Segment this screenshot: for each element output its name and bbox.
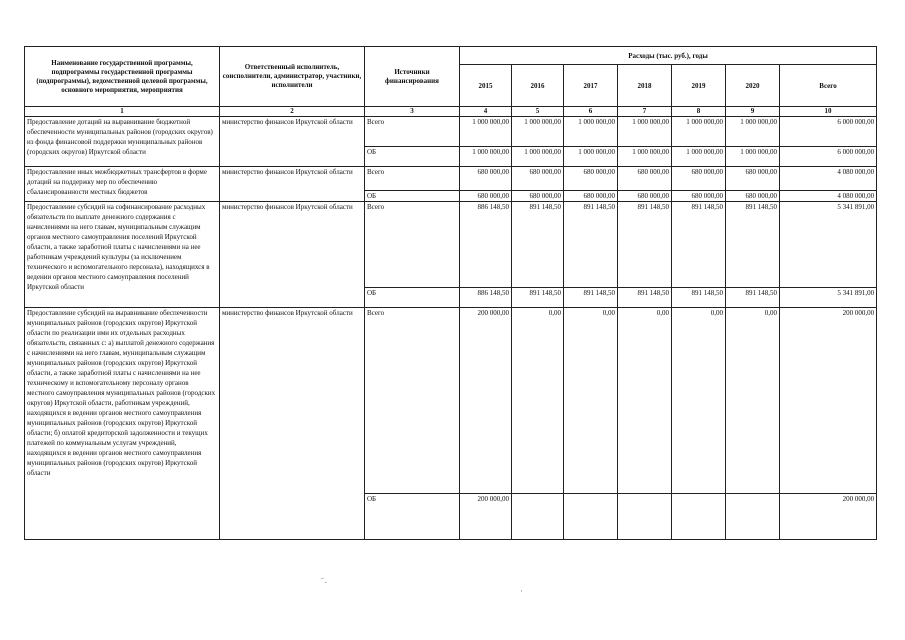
column-index: 1: [25, 107, 220, 117]
header-program-name: Наименование государственной программы, подпрограммы государственной программы (подпрограммы), ведомственной целевой программы, основного мероприятия, мероприятия: [25, 47, 220, 107]
table-row: [25, 117, 877, 147]
source-cell: ОБ: [365, 147, 460, 167]
value-cell: 680 000,00: [460, 191, 512, 202]
column-index: 8: [672, 107, 726, 117]
total-cell: 200 000,00: [780, 308, 877, 494]
budget-table: [24, 46, 877, 540]
value-cell: 680 000,00: [618, 191, 672, 202]
value-cell: 886 148,50: [460, 202, 512, 288]
value-cell: 0,00: [672, 308, 726, 494]
value-cell: 891 148,50: [726, 202, 780, 288]
value-cell: 891 148,50: [726, 288, 780, 308]
header-expenses: Расходы (тыс. руб.), годы: [460, 47, 877, 65]
total-cell: 5 341 891,00: [780, 202, 877, 288]
value-cell: [512, 494, 564, 540]
value-cell: 1 000 000,00: [564, 117, 618, 147]
total-cell: 4 080 000,00: [780, 191, 877, 202]
column-index: 9: [726, 107, 780, 117]
value-cell: 891 148,50: [564, 202, 618, 288]
column-index: 3: [365, 107, 460, 117]
value-cell: 680 000,00: [564, 167, 618, 191]
value-cell: 1 000 000,00: [672, 117, 726, 147]
value-cell: 680 000,00: [726, 167, 780, 191]
value-cell: 1 000 000,00: [512, 117, 564, 147]
total-cell: 5 341 891,00: [780, 288, 877, 308]
program-name-cell: Предоставление субсидий на софинансирование расходных обязательств по выплате денежного содержания с начислениями на него главам, муниципальным служащим органов местного самоуправления поселений Иркутской области, а также заработной платы с начислениями на нее работникам учреждений культуры (за исключением технического и вспомогательного персонала), находящихся в ведении органов местного самоуправления поселений Иркутской области: [25, 202, 220, 308]
table-row: [25, 167, 877, 191]
responsible-cell: министерство финансов Иркутской области: [220, 202, 365, 308]
value-cell: 1 000 000,00: [618, 147, 672, 167]
program-name-cell: Предоставление иных межбюджетных трансфертов в форме дотаций на поддержку мер по обеспечению сбалансированности местных бюджетов: [25, 167, 220, 202]
value-cell: 680 000,00: [672, 191, 726, 202]
column-index-row: [25, 107, 877, 117]
value-cell: 0,00: [618, 308, 672, 494]
responsible-cell: министерство финансов Иркутской области: [220, 308, 365, 540]
value-cell: 891 148,50: [672, 288, 726, 308]
column-index: 10: [780, 107, 877, 117]
value-cell: 200 000,00: [460, 308, 512, 494]
column-index: 5: [512, 107, 564, 117]
program-name-cell: Предоставление дотаций на выравнивание бюджетной обеспеченности муниципальных районов (городских округов) из фонда финансовой поддержки муниципальных районов (городских округов) Иркутской области: [25, 117, 220, 167]
value-cell: 1 000 000,00: [726, 117, 780, 147]
source-cell: Всего: [365, 117, 460, 147]
source-cell: Всего: [365, 308, 460, 494]
header-year: 2017: [564, 65, 618, 107]
value-cell: 680 000,00: [460, 167, 512, 191]
header-total: Всего: [780, 65, 877, 107]
column-index: 4: [460, 107, 512, 117]
table-row: [25, 202, 877, 288]
value-cell: 891 148,50: [618, 202, 672, 288]
value-cell: 0,00: [564, 308, 618, 494]
value-cell: 891 148,50: [564, 288, 618, 308]
column-index: 7: [618, 107, 672, 117]
header-year: 2015: [460, 65, 512, 107]
source-cell: ОБ: [365, 191, 460, 202]
column-index: 6: [564, 107, 618, 117]
total-cell: 4 080 000,00: [780, 167, 877, 191]
value-cell: [672, 494, 726, 540]
header-funding-source: Источники финансирования: [365, 47, 460, 107]
value-cell: 680 000,00: [564, 191, 618, 202]
total-cell: 6 000 000,00: [780, 147, 877, 167]
scan-speck: ⁻.: [320, 575, 328, 585]
header-year: 2016: [512, 65, 564, 107]
value-cell: 1 000 000,00: [618, 117, 672, 147]
value-cell: 891 148,50: [618, 288, 672, 308]
value-cell: 680 000,00: [726, 191, 780, 202]
source-cell: Всего: [365, 202, 460, 288]
value-cell: [726, 494, 780, 540]
header-year: 2018: [618, 65, 672, 107]
value-cell: 1 000 000,00: [726, 147, 780, 167]
program-name-cell: Предоставление субсидий на выравнивание обеспеченности муниципальных районов (городских округов) Иркутской области по реализации ими их отдельных расходных обязательств, связанных с: а) выплатой денежного содержания с начислениями на него главам, муниципальным служащим муниципальных районов (городских округов) Иркутской области, а также заработной платы с начислениями на нее техническому и вспомогательному персоналу органов местного самоуправления муниципальных районов (городских округов) Иркутской области, работникам учреждений, находящихся в ведении органов местного самоуправления муниципальных районов (городских округов) Иркутской области; б) оплатой кредиторской задолженности и текущих платежей по коммунальным услугам учреждений, находящихся в ведении органов местного самоуправления муниципальных районов (городских округов) Иркутской области: [25, 308, 220, 540]
header-year: 2019: [672, 65, 726, 107]
source-cell: Всего: [365, 167, 460, 191]
source-cell: ОБ: [365, 288, 460, 308]
value-cell: 1 000 000,00: [460, 117, 512, 147]
total-cell: 200 000,00: [780, 494, 877, 540]
value-cell: 891 148,50: [672, 202, 726, 288]
table-row: [25, 308, 877, 494]
header-year: 2020: [726, 65, 780, 107]
value-cell: 680 000,00: [618, 167, 672, 191]
total-cell: 6 000 000,00: [780, 117, 877, 147]
responsible-cell: министерство финансов Иркутской области: [220, 117, 365, 167]
source-cell: ОБ: [365, 494, 460, 540]
value-cell: 0,00: [726, 308, 780, 494]
value-cell: 1 000 000,00: [512, 147, 564, 167]
column-index: 2: [220, 107, 365, 117]
value-cell: 200 000,00: [460, 494, 512, 540]
value-cell: [564, 494, 618, 540]
value-cell: [618, 494, 672, 540]
value-cell: 886 148,50: [460, 288, 512, 308]
value-cell: 1 000 000,00: [672, 147, 726, 167]
value-cell: 680 000,00: [512, 167, 564, 191]
value-cell: 891 148,50: [512, 202, 564, 288]
responsible-cell: министерство финансов Иркутской области: [220, 167, 365, 202]
scan-speck: ·: [520, 586, 523, 596]
header-responsible: Ответственный исполнитель, соисполнители, администратор, участники, исполнители: [220, 47, 365, 107]
value-cell: 0,00: [512, 308, 564, 494]
value-cell: 680 000,00: [672, 167, 726, 191]
value-cell: 891 148,50: [512, 288, 564, 308]
header-row: [25, 47, 877, 65]
value-cell: 1 000 000,00: [460, 147, 512, 167]
value-cell: 1 000 000,00: [564, 147, 618, 167]
value-cell: 680 000,00: [512, 191, 564, 202]
